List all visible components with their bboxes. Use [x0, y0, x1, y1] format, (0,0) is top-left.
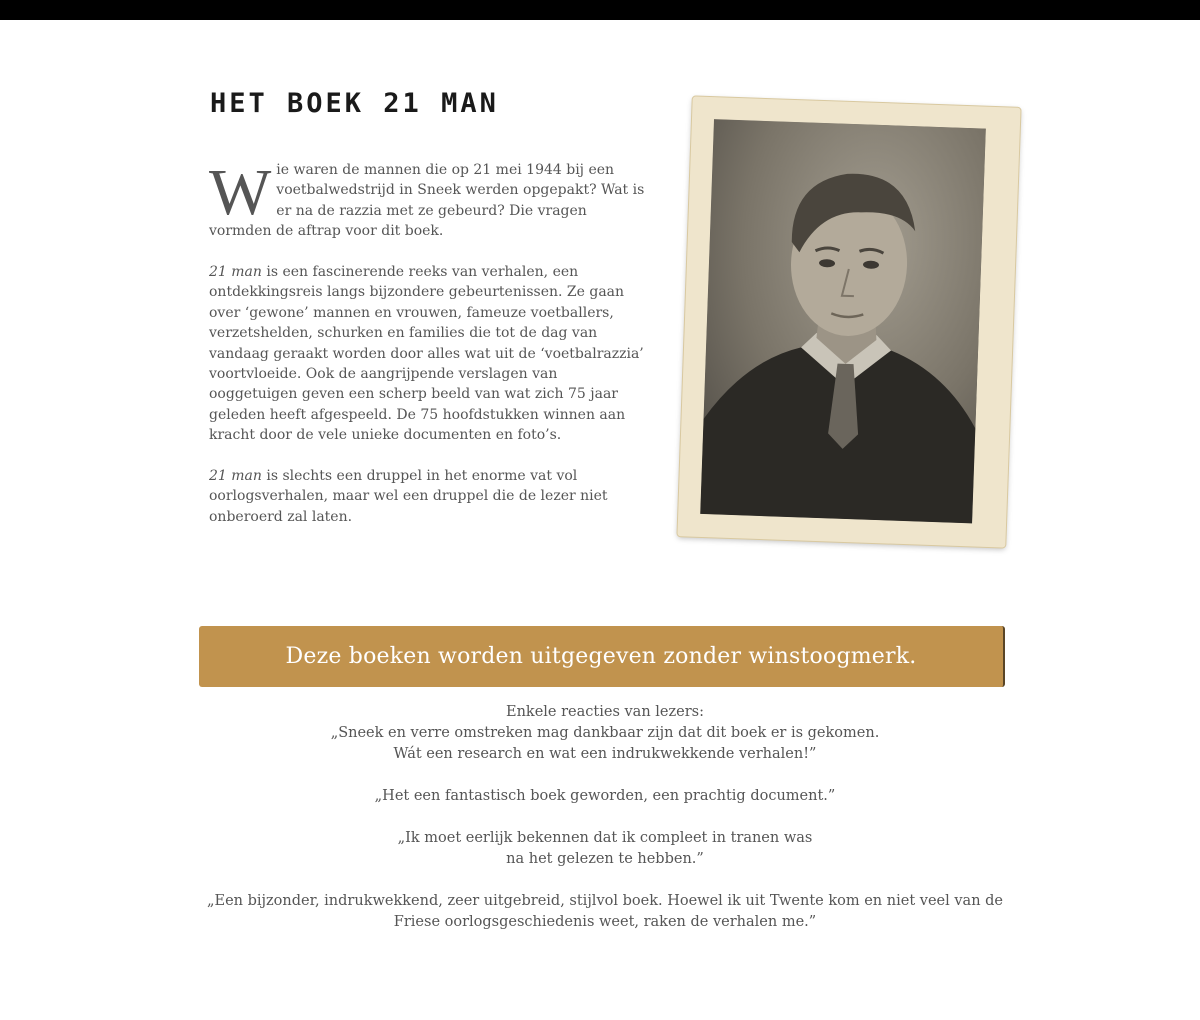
review-3-line-1: „Ik moet eerlijk bekennen dat ik compleet in tranen was	[397, 830, 813, 846]
page-title: HET BOEK 21 MAN	[210, 88, 499, 119]
intro-paragraph-2	[209, 262, 649, 446]
spacer	[200, 870, 1010, 891]
book-title-italic: 21 man	[209, 264, 262, 281]
review-3-line-2: na het gelezen te hebben.”	[506, 851, 704, 867]
book-title-italic: 21 man	[209, 468, 262, 485]
portrait-photo-icon	[700, 119, 986, 523]
vintage-photo-frame	[677, 96, 1020, 547]
portrait-illustration	[700, 119, 986, 523]
spacer	[200, 765, 1010, 786]
intro-paragraph-1-text: ie waren de mannen die op 21 mei 1944 bij een voetbalwedstrijd in Sneek werden opgepakt? Wat is er na de razzia met ze gebeurd? Die vragen vormden de aftrap voor dit boek.	[209, 162, 645, 240]
reader-reviews	[200, 702, 1010, 933]
spacer	[200, 807, 1010, 828]
review-4-line-2: Friese oorlogsgeschiedenis weet, raken de verhalen me.”	[393, 914, 817, 930]
banner-text: Deze boeken worden uitgegeven zonder winstoogmerk.	[285, 644, 917, 669]
reviews-heading: Enkele reacties van lezers:	[506, 704, 704, 720]
intro-paragraph-1	[209, 156, 649, 242]
top-bar	[0, 0, 1200, 20]
intro-paragraph-2-text: is een fascinerende reeks van verhalen, een ontdekkingsreis langs bijzondere gebeurtenissen. Ze gaan over ‘gewone’ mannen en vrouwen, fameuze voetballers, verzetshelden, schurken en families die tot de dag van vandaag geraakt worden door alles wat uit de ‘voetbalrazzia’ voortvloeide. Ook de aangrijpende verslagen van ooggetuigen geven een scherp beeld van wat zich 75 jaar geleden heeft afgespeeld. De 75 hoofdstukken winnen aan kracht door de vele unieke documenten en foto’s.	[209, 264, 644, 444]
review-2-line-1: „Het een fantastisch boek geworden, een prachtig document.”	[374, 788, 836, 804]
intro-paragraph-3-text: is slechts een druppel in het enorme vat vol oorlogsverhalen, maar wel een druppel die de lezer niet onberoerd zal laten.	[209, 468, 608, 525]
review-1-line-1: „Sneek en verre omstreken mag dankbaar zijn dat dit boek er is gekomen.	[330, 725, 880, 741]
drop-cap: W	[209, 156, 272, 229]
review-4-line-1: „Een bijzonder, indrukwekkend, zeer uitgebreid, stijlvol boek. Hoewel ik uit Twente kom en niet veel van de	[207, 893, 1003, 909]
non-profit-banner	[199, 626, 1005, 687]
review-1-line-2: Wát een research en wat een indrukwekkende verhalen!”	[393, 746, 817, 762]
intro-text	[209, 156, 649, 548]
intro-paragraph-3	[209, 466, 649, 527]
